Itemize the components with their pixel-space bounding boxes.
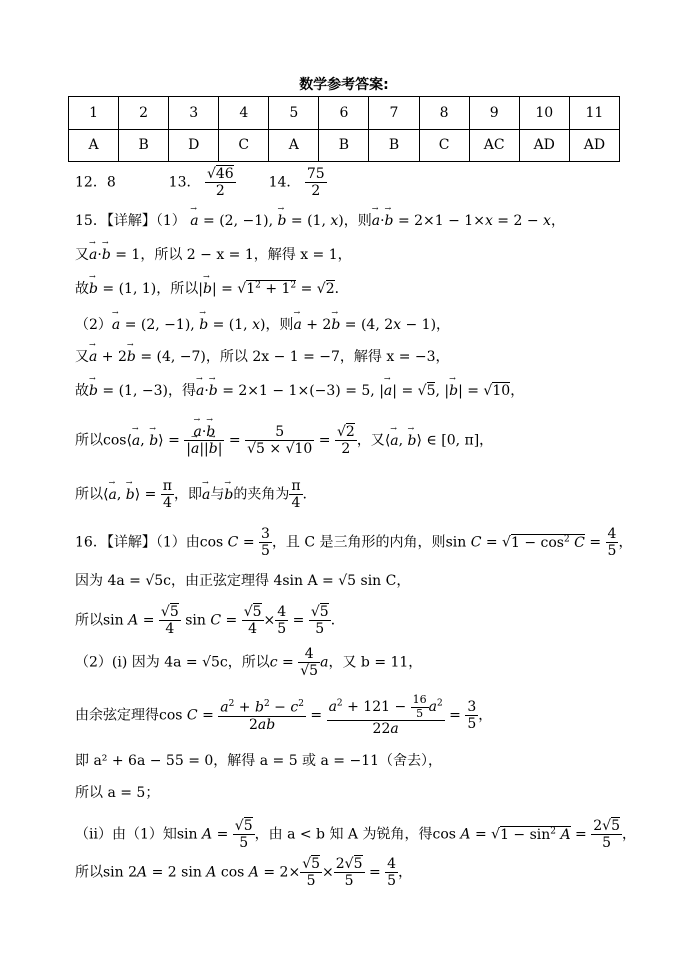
q15-line-8: 所以⟨→ a, → b⟩ = $\frac{\pi}{4}$ ，即→ a与→ b的夹角为 $\frac{\pi}{4}$ . (75, 478, 307, 511)
text-fragment: ，又 (356, 432, 385, 449)
fill-answers (75, 166, 327, 199)
table-cell: B (319, 129, 369, 162)
text-fragment: ，所以 2x − 1 = −7，解得 x = −3， (205, 349, 450, 365)
text-fragment: ，又 b = 11， (328, 654, 423, 671)
text-fragment: 所以 (75, 612, 103, 629)
q15-part2-label: （2） (75, 317, 112, 333)
table-cell: 2 (119, 97, 169, 130)
text-fragment: ，则 (343, 213, 372, 229)
text-fragment: 故 (75, 281, 89, 297)
q16-line-1: 16．【详解】（1）由cos C = $\frac{3}{5}$ ，且 C 是三角形的内角，则$\sin C = √1 - \cos^2 C$ = $\frac{4}{5}$ ， (75, 526, 633, 560)
q15-line-6: 故→ b = (1, −3)，得→ a·→ b = 2×1 − 1×(−3) = 5, |→ a| = √5, |→ b| = √10， (75, 380, 524, 400)
q14-num: 75 (306, 166, 325, 182)
table-cell: 7 (369, 97, 419, 130)
q13-num: 46 (215, 166, 234, 182)
answer-table (68, 96, 620, 162)
q14-label: 14． (268, 174, 301, 191)
table-cell: 4 (219, 97, 269, 130)
text-fragment: （2）(i) 因为 4a = √5c，所以 (75, 654, 270, 671)
q15-line-1: 15．【详解】（1） → a = (2, −1), → b = (1, x)，则→ a·→ b = 2×1 − 1×x = 2 − x， (75, 210, 565, 230)
q13-label: 13． (168, 174, 201, 191)
text-fragment: 所以 (75, 864, 103, 881)
q16-heading: 16．【详解】 (75, 534, 156, 551)
table-cell: 8 (419, 97, 469, 130)
q15-line-2: 又→ a·→ b = 1，所以 2 − x = 1，解得 x = 1， (75, 244, 352, 264)
text-fragment: （1）由 (155, 534, 200, 551)
page-title: 数学参考答案: (299, 77, 389, 93)
text-fragment: ，所以 2 − x = 1，解得 x = 1， (140, 247, 352, 263)
table-cell: 11 (569, 97, 619, 130)
q12-label: 12． (75, 174, 107, 191)
text-fragment: ，所以 (156, 281, 199, 297)
q16-line-7: 所以 a = 5； (75, 785, 160, 801)
text-fragment: 与 (210, 486, 225, 503)
q12-value: 8 (106, 174, 116, 191)
table-cell: AD (569, 129, 619, 162)
table-cell: AD (519, 129, 569, 162)
text-fragment: 故 (75, 383, 89, 399)
table-cell: B (119, 129, 169, 162)
table-cell: AC (469, 129, 519, 162)
text-fragment: 所以 (75, 486, 103, 503)
text-fragment: ，即 (174, 486, 202, 503)
table-cell: 6 (319, 97, 369, 130)
q15-heading: 15．【详解】 (75, 213, 156, 229)
q15-part1-label: （1） (155, 213, 186, 229)
q16-line-2: 因为 4a = √5c，由正弦定理得 4sin A = √5 sin C， (75, 573, 411, 589)
q16-line-3: 所以sin A = $\frac{√5}{4}$ sin C = $\frac{√5}{4}$ × $\frac{4}{5}$ = $\frac{√5}{5}$ ． (75, 604, 345, 638)
q16-line-5: 由余弦定理得cos C = $\frac{a^2 + b^2 - c^2}{2ab}$ = $a^2 + 121$ − $\frac{16}{5}$ $a^2$ 22a = $\frac{3}{5}$ ， (75, 693, 493, 738)
table-cell: 5 (269, 97, 319, 130)
q15-line-5: 又→ a + 2→ b = (4, −7)，所以 2x − 1 = −7，解得 x = −3， (75, 346, 450, 366)
table-cell: 9 (469, 97, 519, 130)
text-fragment: 又 (75, 247, 89, 263)
q14-den: 2 (311, 183, 321, 200)
text-fragment: 的夹角为 (233, 486, 290, 503)
table-row (69, 97, 620, 130)
text-fragment: ，则 (265, 317, 294, 333)
table-cell: D (169, 129, 219, 162)
text-fragment: 又 (75, 349, 89, 365)
table-cell: C (219, 129, 269, 162)
q15-line-4: （2）→ a = (2, −1), → b = (1, x)，则→ a + 2→ b = (4, 2x − 1)， (75, 314, 450, 334)
table-cell: C (419, 129, 469, 162)
q16-line-9: 所以sin 2A = 2 sin A cos A = 2× $\frac{√5}{5}$ × $\frac{2√5}{5}$ = $\frac{4}{5}$ ， (75, 856, 413, 890)
table-row (69, 129, 620, 162)
text-fragment: ，由 a < b 知 A 为锐角，得 (254, 826, 433, 843)
table-cell: A (269, 129, 319, 162)
q16-line-4: （2）(i) 因为 4a = √5c，所以c = $\frac{4}{√5}$ a，又 b = 11， (75, 646, 423, 680)
q15-line-7: 所以cos⟨→ a, → b⟩ = → $\frac{a\cdot\to b}{|\to a||\to b|}$ = $\frac{5}{√5 \times √10}$ = $\frac{√2}{2}$ ，又⟨→ a, → b⟩ ∈ [0, π]， (75, 424, 493, 457)
text-fragment: （ii）由（1）知 (75, 826, 177, 843)
q13-den: 2 (215, 183, 225, 200)
text-fragment: 由余弦定理得 (75, 707, 159, 724)
q16-line-6: 即 a² + 6a − 55 = 0，解得 a = 5 或 a = −11（舍去）， (75, 753, 443, 769)
q13-fraction: $\frac{√46}{2}$ (206, 166, 234, 200)
table-cell: 3 (169, 97, 219, 130)
table-cell: A (69, 129, 119, 162)
q16-line-8: （ii）由（1）知sin A = $\frac{√5}{5}$ ，由 a < b 知 A 为锐角，得$\cos A = √1 - \sin^2 A$ = $\frac{2√5}{5}$ ， (75, 818, 636, 852)
q15-line-3: 故→ b = (1, 1)，所以|→ $b| = √1^2 + 1^2 = √2$． (75, 278, 349, 298)
q14-fraction (305, 166, 327, 199)
text-fragment: ，得 (167, 383, 196, 399)
table-cell: B (369, 129, 419, 162)
table-cell: 1 (69, 97, 119, 130)
text-fragment: ，且 C 是三角形的内角，则 (271, 534, 446, 551)
text-fragment: 所以 (75, 432, 103, 449)
table-cell: 10 (519, 97, 569, 130)
